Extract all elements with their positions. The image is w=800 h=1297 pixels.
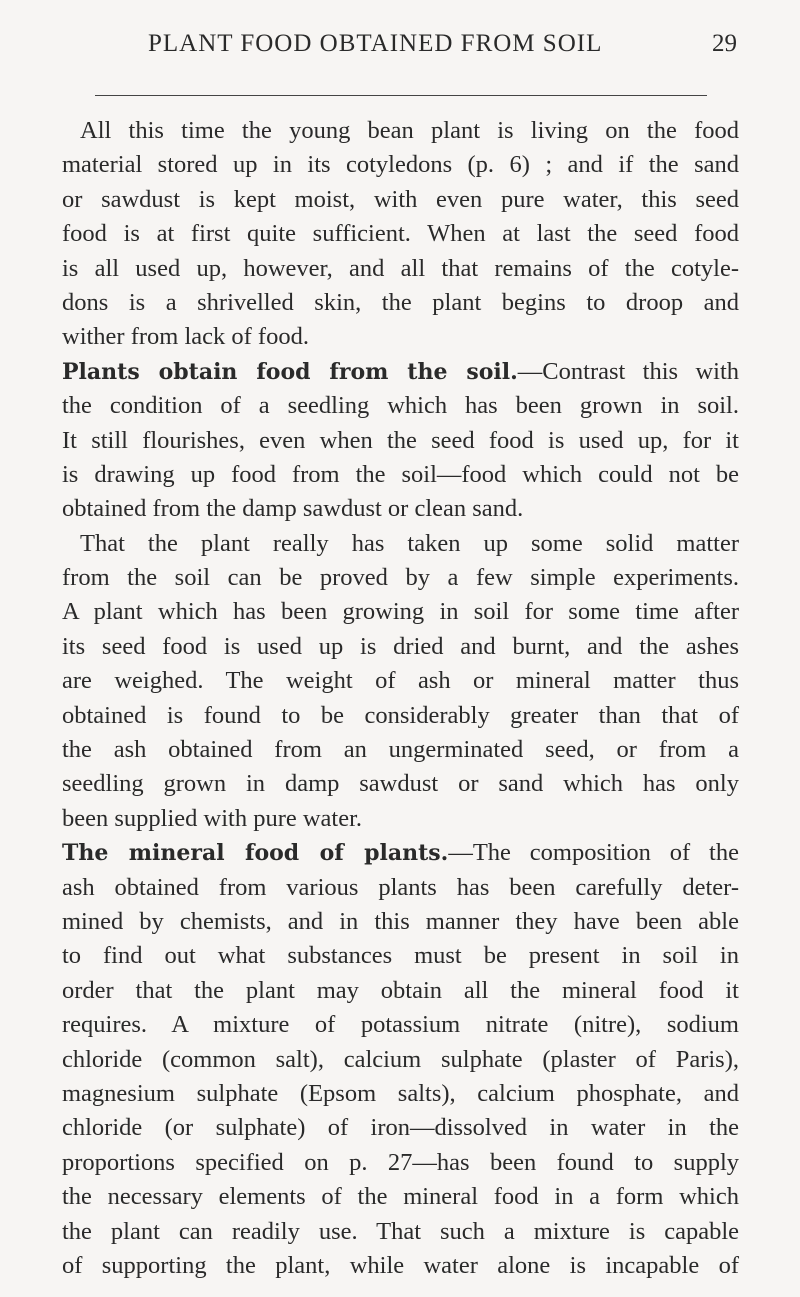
line-text: the plant can readily use. That such a mixture is capable (62, 1217, 739, 1245)
text-line (62, 527, 739, 561)
running-title: PLANT FOOD OBTAINED FROM SOIL (148, 30, 603, 57)
text-line (62, 252, 739, 286)
line-text: the necessary elements of the mineral food in a form which (62, 1183, 739, 1211)
text-line (62, 183, 739, 217)
run-in-heading: The mineral food of plants. (62, 840, 449, 867)
line-text: obtained is found to be considerably greater than that of (62, 701, 739, 729)
line-text: requires. A mixture of potassium nitrate (nitre), sodium (62, 1011, 739, 1039)
line-text: from the soil can be proved by a few simple experiments. (62, 564, 739, 592)
line-text: dons is a shrivelled skin, the plant begins to droop and (62, 288, 739, 316)
line-text: food is at first quite sufficient. When at last the seed food (62, 220, 739, 248)
text-line (62, 217, 739, 251)
text-line (62, 389, 739, 423)
line-text: All this time the young bean plant is living on the food (80, 117, 739, 144)
line-text: its seed food is used up is dried and burnt, and the ashes (62, 632, 739, 660)
line-text: A plant which has been growing in soil for some time after (62, 598, 739, 626)
text-line (62, 664, 739, 698)
text-line (62, 871, 739, 905)
line-text: ash obtained from various plants has been carefully deter- (62, 873, 739, 901)
line-text: It still flourishes, even when the seed food is used up, for it (62, 426, 739, 454)
line-text: magnesium sulphate (Epsom salts), calcium phosphate, and (62, 1079, 739, 1107)
line-text: —Contrast this with (517, 357, 739, 385)
text-line (62, 1111, 739, 1145)
text-line (62, 355, 739, 389)
run-in-heading: Plants obtain food from the soil. (62, 358, 518, 385)
page-header (0, 22, 800, 62)
text-line (62, 148, 739, 182)
text-line (62, 1249, 739, 1283)
line-text: seedling grown in damp sawdust or sand which has only (62, 770, 739, 798)
text-line (62, 733, 739, 767)
text-line (62, 974, 739, 1008)
line-text: of supporting the plant, while water alone is incapable of (62, 1251, 739, 1279)
text-line (62, 286, 739, 320)
text-line (62, 1077, 739, 1111)
line-text: proportions specified on p. 27—has been found to supply (62, 1148, 739, 1176)
text-line (62, 424, 739, 458)
line-text: mined by chemists, and in this manner they have been able (62, 907, 739, 935)
line-text: order that the plant may obtain all the mineral food it (62, 976, 739, 1004)
line-text: wither from lack of food. (62, 323, 309, 351)
line-text: to find out what substances must be present in soil in (62, 942, 739, 970)
text-line (62, 767, 739, 801)
header-rule (95, 95, 707, 96)
text-line (62, 1146, 739, 1180)
text-line (62, 630, 739, 664)
text-line (62, 699, 739, 733)
text-line (62, 1008, 739, 1042)
text-line (62, 939, 739, 973)
line-text: That the plant really has taken up some solid matter (80, 529, 739, 557)
text-line (62, 492, 739, 526)
line-text: —The composition of the (448, 839, 739, 867)
text-line (62, 114, 739, 148)
line-text: been supplied with pure water. (62, 804, 363, 832)
text-line (62, 1180, 739, 1214)
line-text: are weighed. The weight of ash or mineral matter thus (62, 667, 739, 695)
line-text: the condition of a seedling which has been grown in soil. (62, 392, 739, 420)
line-text: obtained from the damp sawdust or clean sand. (62, 495, 524, 523)
text-line (62, 1215, 739, 1249)
text-line (62, 802, 739, 836)
body-text (62, 114, 739, 1283)
text-line (62, 595, 739, 629)
text-line (62, 458, 739, 492)
text-line (62, 561, 739, 595)
line-text: the ash obtained from an ungerminated seed, or from a (62, 736, 739, 764)
page-number: 29 (712, 30, 737, 57)
line-text: material stored up in its cotyledons (p. 6) ; and if the sand (62, 151, 739, 179)
text-line (62, 320, 739, 354)
line-text: is drawing up food from the soil—food which could not be (62, 460, 739, 488)
line-text: chloride (or sulphate) of iron—dissolved in water in the (62, 1114, 739, 1142)
text-line (62, 1043, 739, 1077)
text-line (62, 905, 739, 939)
text-line (62, 836, 739, 870)
line-text: chloride (common salt), calcium sulphate (plaster of Paris), (62, 1045, 739, 1073)
line-text: or sawdust is kept moist, with even pure water, this seed (62, 185, 739, 213)
line-text: is all used up, however, and all that remains of the cotyle- (62, 254, 739, 282)
